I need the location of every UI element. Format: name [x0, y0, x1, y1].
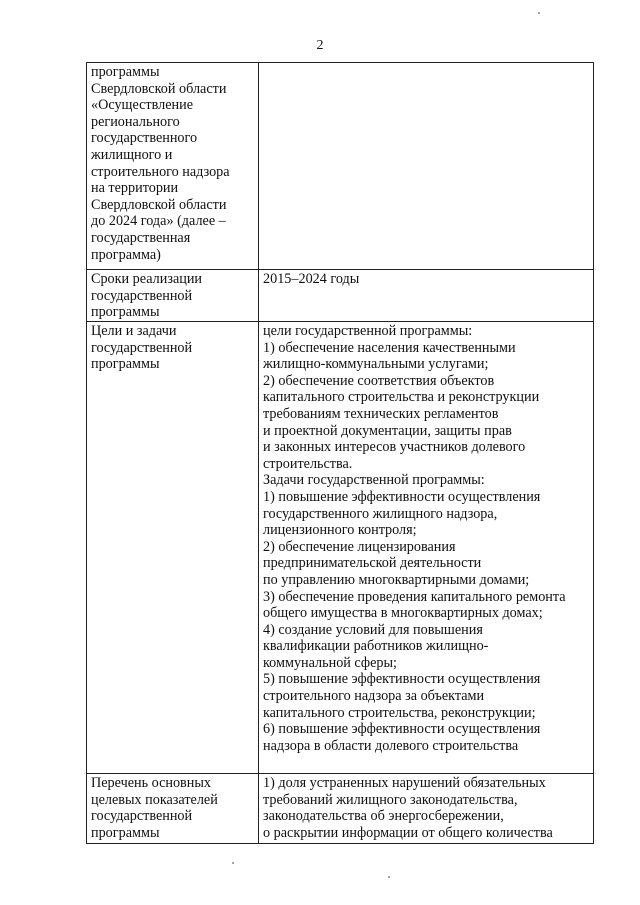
row-label — [87, 774, 259, 844]
indicators-value: 1) доля устраненных нарушений обязательных требований жилищного законодательства, законодательства об энергосбережении, о раскрытии информации от общего количества — [263, 775, 553, 841]
table-row — [87, 322, 594, 774]
table-row — [87, 774, 594, 844]
scan-artifact — [538, 12, 540, 14]
row-value — [259, 270, 594, 322]
goals-label: Цели и задачи государственной программы — [91, 323, 193, 373]
terms-value: 2015–2024 годы — [263, 271, 360, 287]
program-name-label: программы Свердловской области «Осуществление регионального государственного жилищного и строительного надзора на территории Свердловской области до 2024 года» (далее – государственная программа) — [91, 64, 230, 263]
indicators-label: Перечень основных целевых показателей государственной программы — [91, 775, 218, 841]
row-label — [87, 322, 259, 774]
table-row — [87, 63, 594, 270]
terms-label: Сроки реализации государственной программы — [91, 271, 203, 321]
row-value — [259, 322, 594, 774]
scan-artifact — [388, 876, 390, 878]
row-value — [259, 774, 594, 844]
program-passport-table — [86, 62, 594, 844]
row-value — [259, 63, 594, 270]
goals-value: цели государственной программы: 1) обеспечение населения качественными жилищно-коммунальными услугами; 2) обеспечение соответствия объектов капитального строительства и реконструкции требованиям технических регламентов и проектной документации, защиты прав и законных интересов участников долевого строительства. Задачи государственной программы: 1) повышение эффективности осуществления государственного жилищного надзора, лицензионного контроля; 2) обеспечение лицензирования предпринимательской деятельности по управлению многоквартирными домами; 3) обеспечение проведения капитального ремонта общего имущества в многоквартирных домах; 4) создание условий для повышения квалификации работников жилищно- коммунальной сферы; 5) повышение эффективности осуществления строительного надзора за объектами капитального строительства, реконструкции; 6) повышение эффективности осуществления надзора в области долевого строительства — [263, 323, 566, 754]
table-row — [87, 270, 594, 322]
row-label — [87, 270, 259, 322]
row-label — [87, 63, 259, 270]
scan-artifact — [232, 862, 234, 864]
page-number: 2 — [316, 38, 324, 53]
